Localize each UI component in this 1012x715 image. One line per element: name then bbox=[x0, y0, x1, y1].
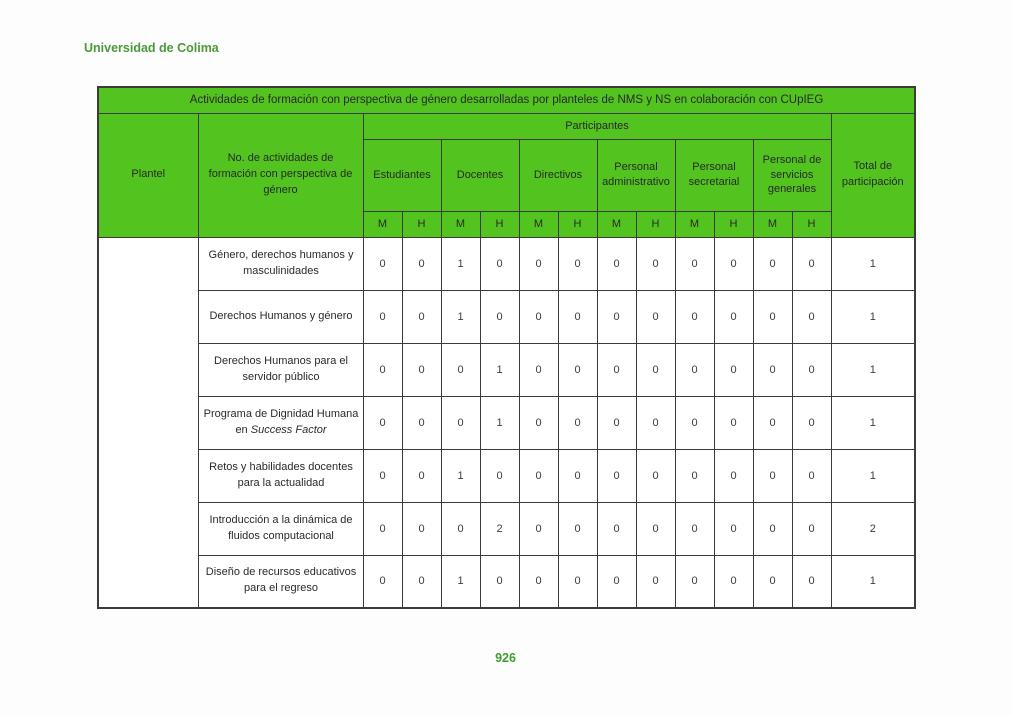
participant-count-cell: 0 bbox=[675, 290, 714, 343]
participant-count-cell: 0 bbox=[792, 555, 831, 608]
participant-count-cell: 0 bbox=[441, 396, 480, 449]
row-total-cell: 1 bbox=[831, 237, 915, 290]
participant-count-cell: 0 bbox=[480, 237, 519, 290]
participant-count-cell: 0 bbox=[363, 449, 402, 502]
participant-count-cell: 0 bbox=[675, 502, 714, 555]
participant-count-cell: 0 bbox=[597, 237, 636, 290]
participant-count-cell: 0 bbox=[753, 555, 792, 608]
participant-count-cell: 0 bbox=[363, 343, 402, 396]
participant-count-cell: 0 bbox=[597, 555, 636, 608]
table-row bbox=[98, 555, 915, 608]
table-row bbox=[98, 290, 915, 343]
participant-count-cell: 0 bbox=[675, 449, 714, 502]
participant-count-cell: 0 bbox=[714, 237, 753, 290]
column-header-plantel: Plantel bbox=[98, 113, 198, 237]
sex-header-h: H bbox=[792, 211, 831, 237]
table-title: Actividades de formación con perspectiva de género desarrolladas por planteles de NMS y NS en colaboración con CUpIEG bbox=[98, 87, 915, 113]
table-row bbox=[98, 237, 915, 290]
participant-count-cell: 0 bbox=[714, 396, 753, 449]
row-total-cell: 2 bbox=[831, 502, 915, 555]
row-total-cell: 1 bbox=[831, 396, 915, 449]
sex-header-h: H bbox=[714, 211, 753, 237]
participant-count-cell: 0 bbox=[714, 449, 753, 502]
participant-count-cell: 0 bbox=[753, 237, 792, 290]
participant-count-cell: 0 bbox=[792, 343, 831, 396]
participant-count-cell: 1 bbox=[480, 396, 519, 449]
participant-count-cell: 0 bbox=[714, 343, 753, 396]
participant-count-cell: 0 bbox=[558, 449, 597, 502]
sex-header-m: M bbox=[597, 211, 636, 237]
sex-header-m: M bbox=[519, 211, 558, 237]
participant-count-cell: 0 bbox=[714, 555, 753, 608]
table-header bbox=[98, 87, 915, 237]
participant-count-cell: 0 bbox=[519, 237, 558, 290]
participant-count-cell: 0 bbox=[519, 449, 558, 502]
column-header-participants: Participantes bbox=[363, 113, 831, 139]
participant-count-cell: 0 bbox=[714, 290, 753, 343]
participant-count-cell: 1 bbox=[441, 555, 480, 608]
sex-header-m: M bbox=[441, 211, 480, 237]
sex-header-h: H bbox=[558, 211, 597, 237]
participant-count-cell: 0 bbox=[402, 449, 441, 502]
participant-count-cell: 0 bbox=[558, 396, 597, 449]
participant-count-cell: 0 bbox=[753, 396, 792, 449]
participant-count-cell: 0 bbox=[519, 555, 558, 608]
participant-count-cell: 0 bbox=[714, 502, 753, 555]
participant-count-cell: 0 bbox=[636, 290, 675, 343]
participant-count-cell: 0 bbox=[519, 343, 558, 396]
participant-count-cell: 0 bbox=[402, 237, 441, 290]
column-header-total: Total de participación bbox=[831, 113, 915, 237]
participant-count-cell: 0 bbox=[675, 237, 714, 290]
participant-count-cell: 0 bbox=[558, 290, 597, 343]
participant-count-cell: 0 bbox=[675, 555, 714, 608]
participant-count-cell: 0 bbox=[480, 555, 519, 608]
participant-count-cell: 0 bbox=[792, 237, 831, 290]
activity-name-cell: Retos y habilidades docentes para la actualidad bbox=[198, 449, 363, 502]
participant-count-cell: 0 bbox=[402, 343, 441, 396]
participant-count-cell: 0 bbox=[792, 290, 831, 343]
participant-count-cell: 1 bbox=[441, 449, 480, 502]
column-header-activities: No. de actividades de formación con perspectiva de género bbox=[198, 113, 363, 237]
participant-count-cell: 0 bbox=[636, 343, 675, 396]
participant-count-cell: 0 bbox=[636, 449, 675, 502]
participant-count-cell: 0 bbox=[792, 449, 831, 502]
page-number: 926 bbox=[495, 651, 516, 665]
participant-count-cell: 0 bbox=[402, 502, 441, 555]
row-total-cell: 1 bbox=[831, 343, 915, 396]
participant-count-cell: 0 bbox=[753, 290, 792, 343]
row-total-cell: 1 bbox=[831, 449, 915, 502]
sex-header-h: H bbox=[480, 211, 519, 237]
participant-count-cell: 1 bbox=[480, 343, 519, 396]
participant-count-cell: 0 bbox=[363, 396, 402, 449]
group-header-personal-administrativo: Personal administrativo bbox=[597, 139, 675, 211]
table-row bbox=[98, 449, 915, 502]
organization-name: Universidad de Colima bbox=[84, 41, 219, 55]
participant-count-cell: 0 bbox=[558, 502, 597, 555]
table-row bbox=[98, 396, 915, 449]
participant-count-cell: 0 bbox=[363, 237, 402, 290]
sex-header-h: H bbox=[636, 211, 675, 237]
participant-count-cell: 0 bbox=[441, 343, 480, 396]
sex-header-m: M bbox=[753, 211, 792, 237]
participant-count-cell: 0 bbox=[558, 555, 597, 608]
plantel-value-cell bbox=[98, 237, 198, 608]
participant-count-cell: 0 bbox=[636, 237, 675, 290]
participant-count-cell: 0 bbox=[519, 290, 558, 343]
participant-count-cell: 0 bbox=[480, 290, 519, 343]
participant-count-cell: 0 bbox=[597, 290, 636, 343]
participant-count-cell: 0 bbox=[402, 396, 441, 449]
participant-count-cell: 0 bbox=[519, 502, 558, 555]
group-header-directivos: Directivos bbox=[519, 139, 597, 211]
participant-count-cell: 0 bbox=[363, 502, 402, 555]
group-header-personal-servicios-generales: Personal de servicios generales bbox=[753, 139, 831, 211]
participant-count-cell: 0 bbox=[558, 343, 597, 396]
row-total-cell: 1 bbox=[831, 290, 915, 343]
participant-count-cell: 0 bbox=[636, 555, 675, 608]
participant-count-cell: 0 bbox=[792, 502, 831, 555]
activity-name-cell: Diseño de recursos educativos para el regreso bbox=[198, 555, 363, 608]
sex-header-m: M bbox=[675, 211, 714, 237]
participant-count-cell: 0 bbox=[480, 449, 519, 502]
participant-count-cell: 0 bbox=[597, 396, 636, 449]
participant-count-cell: 1 bbox=[441, 237, 480, 290]
sex-header-m: M bbox=[363, 211, 402, 237]
table-row bbox=[98, 502, 915, 555]
activities-table-container bbox=[97, 86, 916, 609]
participant-count-cell: 0 bbox=[402, 290, 441, 343]
participant-count-cell: 0 bbox=[753, 449, 792, 502]
participant-count-cell: 2 bbox=[480, 502, 519, 555]
participant-count-cell: 0 bbox=[519, 396, 558, 449]
activity-name-cell: Derechos Humanos para el servidor público bbox=[198, 343, 363, 396]
sex-header-h: H bbox=[402, 211, 441, 237]
table-body bbox=[98, 237, 915, 608]
participant-count-cell: 0 bbox=[792, 396, 831, 449]
participant-count-cell: 0 bbox=[636, 396, 675, 449]
activity-name-cell: Introducción a la dinámica de fluidos computacional bbox=[198, 502, 363, 555]
activity-name-cell: Derechos Humanos y género bbox=[198, 290, 363, 343]
activity-name-cell: Programa de Dignidad Humana en Success Factor bbox=[198, 396, 363, 449]
participant-count-cell: 0 bbox=[753, 343, 792, 396]
participant-count-cell: 0 bbox=[441, 502, 480, 555]
participant-count-cell: 0 bbox=[675, 343, 714, 396]
group-header-estudiantes: Estudiantes bbox=[363, 139, 441, 211]
participant-count-cell: 0 bbox=[597, 449, 636, 502]
participant-count-cell: 1 bbox=[441, 290, 480, 343]
group-header-docentes: Docentes bbox=[441, 139, 519, 211]
participant-count-cell: 0 bbox=[558, 237, 597, 290]
activity-name-cell: Género, derechos humanos y masculinidades bbox=[198, 237, 363, 290]
participant-count-cell: 0 bbox=[363, 290, 402, 343]
table-row bbox=[98, 343, 915, 396]
participant-count-cell: 0 bbox=[363, 555, 402, 608]
activities-table bbox=[97, 86, 916, 609]
participant-count-cell: 0 bbox=[402, 555, 441, 608]
participant-count-cell: 0 bbox=[597, 343, 636, 396]
group-header-personal-secretarial: Personal secretarial bbox=[675, 139, 753, 211]
participant-count-cell: 0 bbox=[597, 502, 636, 555]
row-total-cell: 1 bbox=[831, 555, 915, 608]
participant-count-cell: 0 bbox=[636, 502, 675, 555]
participant-count-cell: 0 bbox=[675, 396, 714, 449]
participant-count-cell: 0 bbox=[753, 502, 792, 555]
